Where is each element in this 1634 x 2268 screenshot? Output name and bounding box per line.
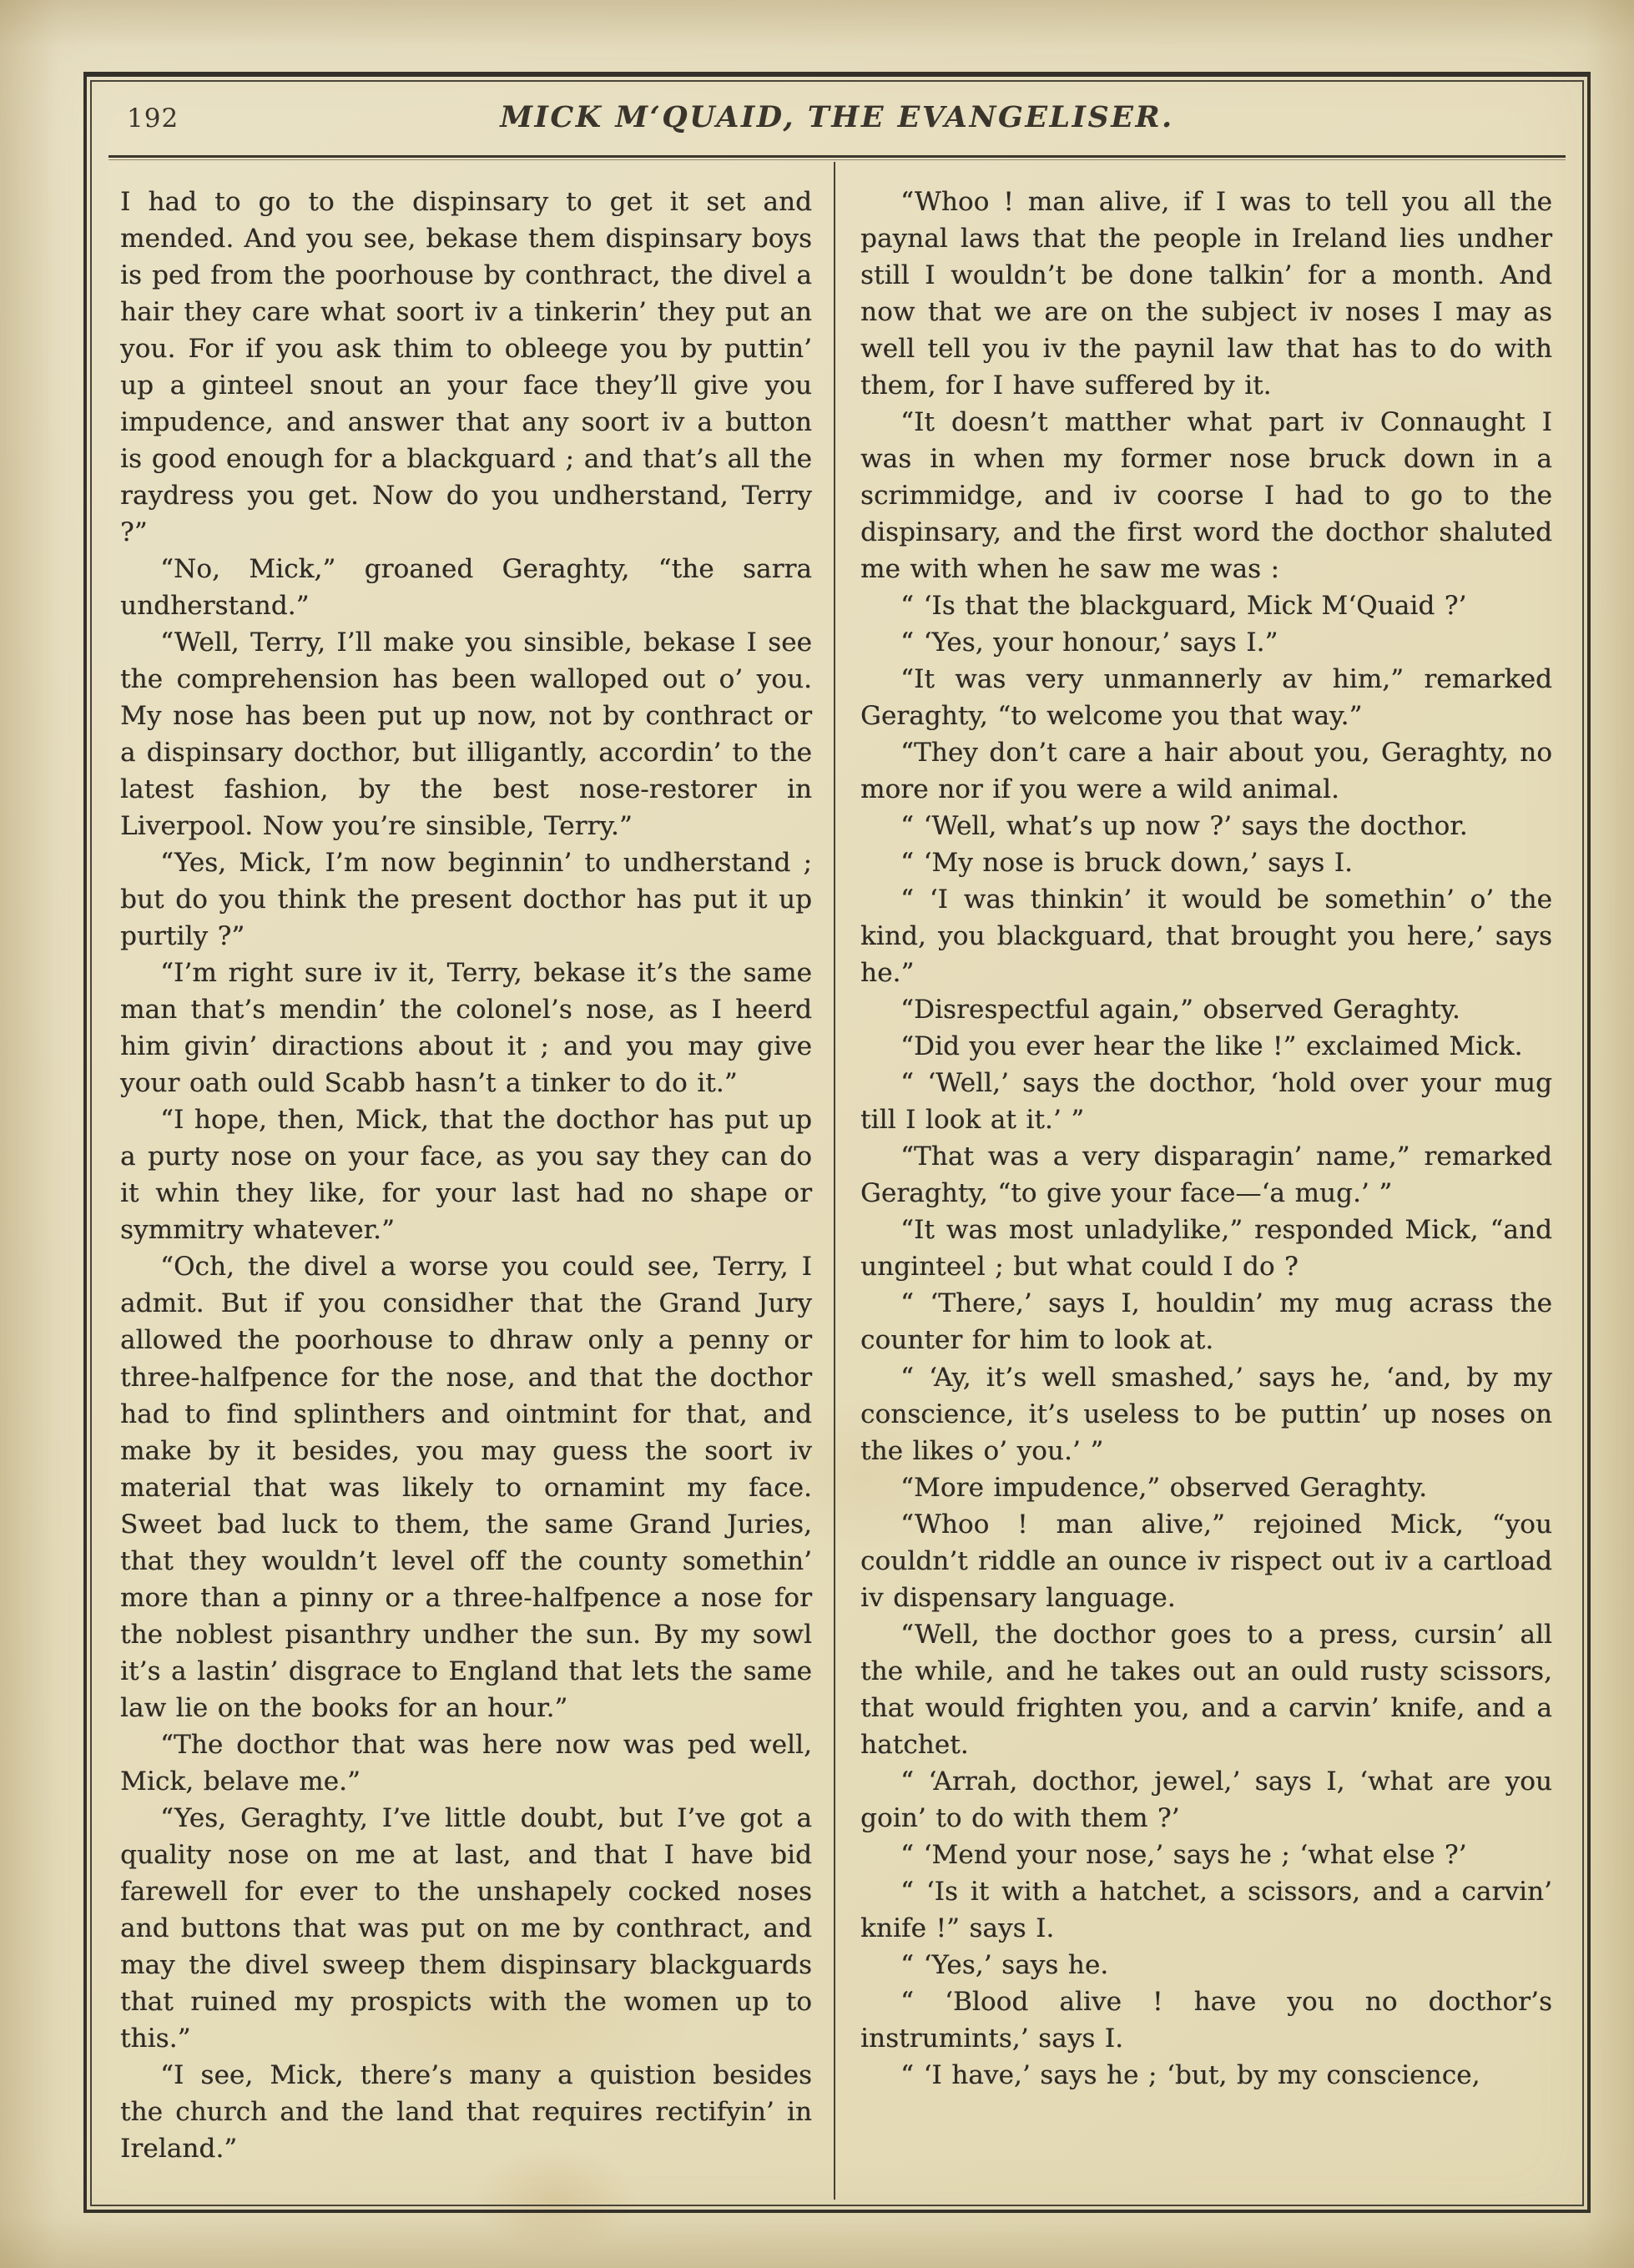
column-left <box>92 162 834 2200</box>
paragraph: “No, Mick,” groaned Geraghty, “the sarra undherstand.” <box>120 554 812 622</box>
paragraph: “I’m right sure iv it, Terry, bekase it’s the same man that’s mendin’ the colonel’s nose, as I heerd him givin’ diractions about it ; and you may give your oath ould Scabb hasn’t a tinker to do it.” <box>120 958 812 1099</box>
paragraph: “ ‘Blood alive ! have you no docthor’s instrumints,’ says I. <box>860 1986 1552 2054</box>
paragraph: “Och, the divel a worse you could see, Terry, I admit. But if you considher that the Grand Jury allowed the poorhouse to dhraw only a penny or three-halfpence for the nose, and that the docthor had to find splinthers and ointmint for that, and make by it besides, you may guess the soort iv material that was likely to ornamint my face. Sweet bad luck to them, the same Grand Juries, that they wouldn’t level off the county somethin’ more than a pinny or a three-halfpence a nose for the noblest pisanthry undher the sun. By my sowl it’s a lastin’ disgrace to England that lets the same law lie on the books for an hour.” <box>120 1252 812 1723</box>
paragraph: “ ‘Ay, it’s well smashed,’ says he, ‘and, by my conscience, it’s useless to be puttin’ up noses on the likes o’ you.’ ” <box>860 1362 1552 1466</box>
paragraph: “More impudence,” observed Geraghty. <box>900 1472 1428 1503</box>
column-right <box>835 162 1582 2200</box>
text-columns <box>92 162 1582 2200</box>
paragraph: “Yes, Geraghty, I’ve little doubt, but I’ve got a quality nose on me at last, and that I have bid farewell for ever to the unshapely cocked noses and buttons that was put on me by conthract, and may the divel sweep them dispinsary blackguards that ruined my prospicts with the women up to this.” <box>120 1802 812 2054</box>
paragraph: “The docthor that was here now was ped well, Mick, belave me.” <box>120 1729 812 1797</box>
paragraph: “ ‘Yes, your honour,’ says I.” <box>900 627 1278 658</box>
paragraph: “Did you ever hear the like !” exclaimed Mick. <box>900 1031 1523 1062</box>
paragraph: “Whoo ! man alive,” rejoined Mick, “you couldn’t riddle an ounce iv rispect out iv a cartload iv dispensary language. <box>860 1509 1552 1613</box>
page-title: MICK M‘QUAID, THE EVANGELISER. <box>500 100 1174 134</box>
paragraph: “It was most unladylike,” responded Mick, “and unginteel ; but what could I do ? <box>860 1215 1552 1283</box>
paragraph: “Well, Terry, I’ll make you sinsible, bekase I see the comprehension has been walloped out o’ you. My nose has been put up now, not by conthract or a dispinsary docthor, but illigantly, accordin’ to the latest fashion, by the best nose-restorer in Liverpool. Now you’re sinsible, Terry.” <box>120 627 812 842</box>
header-rule <box>108 155 1566 158</box>
paragraph: “ ‘I was thinkin’ it would be somethin’ o’ the kind, you blackguard, that brought you here,’ says he.” <box>860 885 1552 989</box>
paragraph: “ ‘Well,’ says the docthor, ‘hold over your mug till I look at it.’ ” <box>860 1068 1552 1136</box>
paragraph: “ ‘Arrah, docthor, jewel,’ says I, ‘what are you goin’ to do with them ?’ <box>860 1766 1552 1833</box>
paragraph: “It was very unmannerly av him,” remarked Geraghty, “to welcome you that way.” <box>860 664 1552 732</box>
paragraph: “ ‘Well, what’s up now ?’ says the docthor. <box>900 811 1468 842</box>
paragraph: “I hope, then, Mick, that the docthor has put up a purty nose on your face, as you say they can do it whin they like, for your last had no shape or symmitry whatever.” <box>120 1105 812 1246</box>
page-border-frame <box>83 72 1591 2213</box>
paragraph: “Yes, Mick, I’m now beginnin’ to undherstand ; but do you think the present docthor has put it up purtily ?” <box>120 848 812 952</box>
paragraph: “They don’t care a hair about you, Geraghty, no more nor if you were a wild animal. <box>860 738 1552 805</box>
paragraph: “ ‘Is that the blackguard, Mick M‘Quaid ?’ <box>900 591 1467 622</box>
paragraph: “I see, Mick, there’s many a quistion besides the church and the land that requires rectifyin’ in Ireland.” <box>120 2059 812 2164</box>
paragraph: “It doesn’t matther what part iv Connaught I was in when my former nose bruck down in a scrimmidge, and iv coorse I had to go to the dispinsary, and the first word the docthor shaluted me with when he saw me was : <box>860 407 1552 585</box>
paragraph: “Well, the docthor goes to a press, cursin’ all the while, and he takes out an ould rusty scissors, that would frighten you, and a carvin’ knife, and a hatchet. <box>860 1619 1552 1760</box>
page-header <box>92 82 1582 155</box>
paragraph: “ ‘My nose is bruck down,’ says I. <box>900 848 1353 879</box>
paragraph: “ ‘Mend your nose,’ says he ; ‘what else ?’ <box>900 1839 1467 1870</box>
paragraph: I had to go to the dispinsary to get it set and mended. And you see, bekase them dispinsary boys is ped from the poorhouse by conthract, the divel a hair they care what soort iv a tinkerin’ they put an you. For if you ask thim to obleege you by puttin’ up a ginteel snout an your face they’ll give you impudence, and answer that any soort iv a button is good enough for a blackguard ; and that’s all the raydress you get. Now do you undherstand, Terry ?” <box>120 187 812 548</box>
paragraph: “Disrespectful again,” observed Geraghty. <box>900 995 1460 1026</box>
paragraph: “Whoo ! man alive, if I was to tell you all the paynal laws that the people in Ireland lies undher still I wouldn’t be done talkin’ for a month. And now that we are on the subject iv noses I may as well tell you iv the paynil law that has to do with them, for I have suffered by it. <box>860 187 1552 401</box>
paragraph: “ ‘Yes,’ says he. <box>900 1949 1109 1980</box>
paragraph: “ ‘There,’ says I, houldin’ my mug acrass the counter for him to look at. <box>860 1288 1552 1356</box>
paragraph: “That was a very disparagin’ name,” remarked Geraghty, “to give your face—‘a mug.’ ” <box>860 1142 1552 1209</box>
page-number: 192 <box>127 103 179 134</box>
paragraph: “ ‘I have,’ says he ; ‘but, by my conscience, <box>900 2059 1480 2090</box>
page-border-frame-inner <box>90 80 1584 2206</box>
paragraph: “ ‘Is it with a hatchet, a scissors, and a carvin’ knife !” says I. <box>860 1876 1552 1943</box>
